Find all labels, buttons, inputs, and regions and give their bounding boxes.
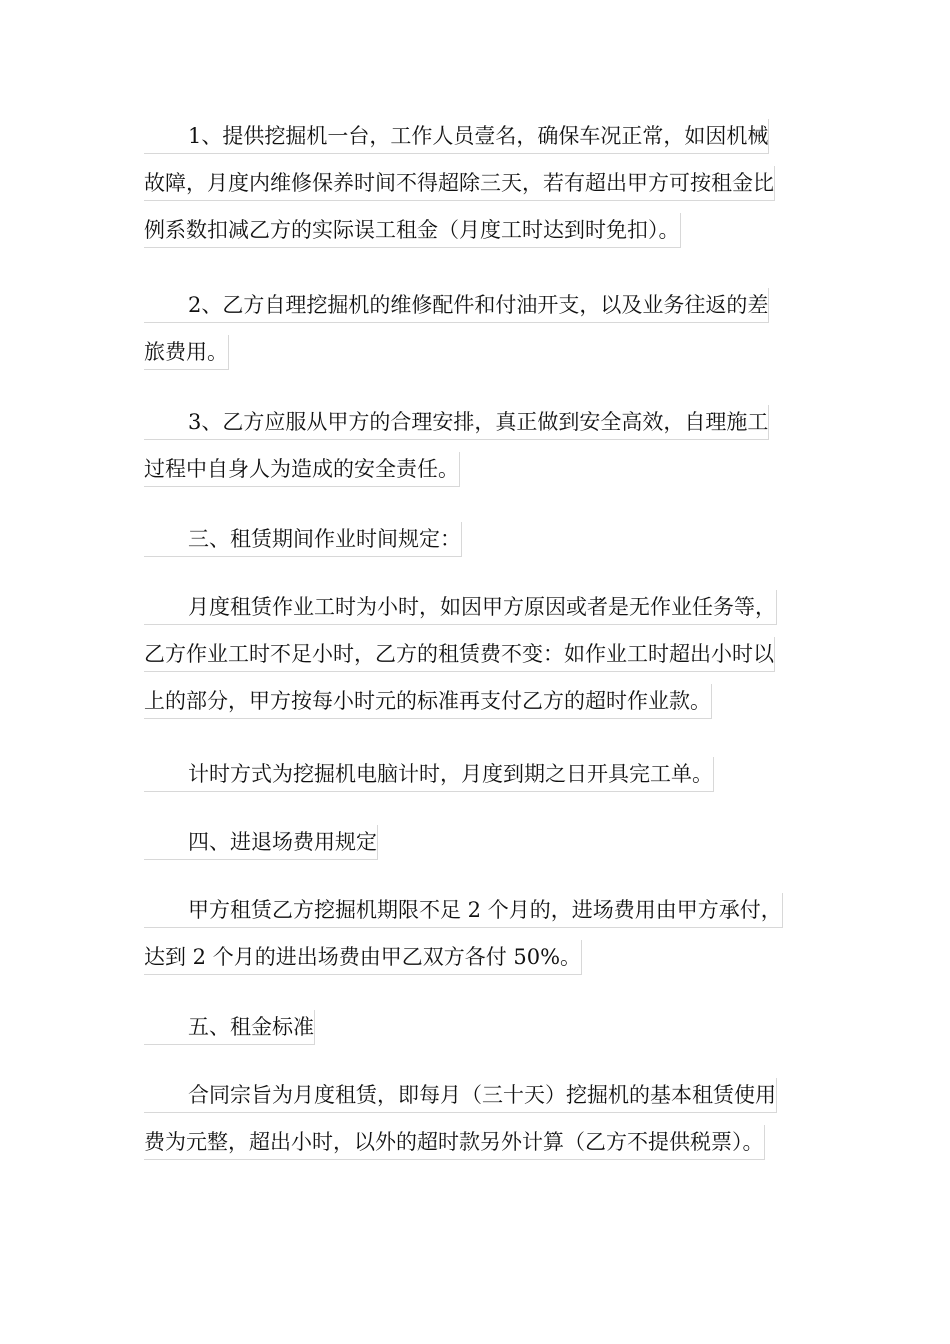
rental-standard-paragraph (144, 1072, 808, 1166)
section-heading-text: 五、租金标准 (144, 1010, 315, 1045)
paragraph-line: 甲方租赁乙方挖掘机期限不足 2 个月的，进场费用由甲方承付， (144, 893, 783, 928)
working-hours-paragraph (144, 584, 808, 725)
section-5-heading (144, 1004, 808, 1051)
timing-method-paragraph (144, 751, 808, 798)
paragraph-line: 2、乙方自理挖掘机的维修配件和付油开支，以及业务往返的差 (144, 288, 769, 323)
paragraph-line: 例系数扣减乙方的实际误工租金（月度工时达到时免扣）。 (144, 213, 681, 248)
paragraph-line: 故障，月度内维修保养时间不得超除三天，若有超出甲方可按租金比 (144, 166, 775, 201)
paragraph-line: 费为元整，超出小时，以外的超时款另外计算（乙方不提供税票）。 (144, 1125, 765, 1160)
paragraph-line: 乙方作业工时不足小时，乙方的租赁费不变：如作业工时超出小时以 (144, 637, 775, 672)
clause-3-paragraph (144, 399, 808, 493)
clause-2-paragraph (144, 282, 808, 376)
paragraph-line: 旅费用。 (144, 335, 229, 370)
section-3-heading (144, 516, 808, 563)
paragraph-line: 月度租赁作业工时为小时，如因甲方原因或者是无作业任务等， (144, 590, 777, 625)
clause-1-paragraph (144, 113, 808, 254)
paragraph-line: 计时方式为挖掘机电脑计时，月度到期之日开具完工单。 (144, 757, 714, 792)
paragraph-line: 合同宗旨为月度租赁，即每月（三十天）挖掘机的基本租赁使用 (144, 1078, 777, 1113)
entry-exit-fee-paragraph (144, 887, 808, 981)
paragraph-line: 达到 2 个月的进出场费由甲乙双方各付 50%。 (144, 940, 582, 975)
section-4-heading (144, 819, 808, 866)
section-heading-text: 三、租赁期间作业时间规定： (144, 522, 462, 557)
paragraph-line: 过程中自身人为造成的安全责任。 (144, 452, 460, 487)
paragraph-line: 3、乙方应服从甲方的合理安排，真正做到安全高效，自理施工 (144, 405, 769, 440)
section-heading-text: 四、进退场费用规定 (144, 825, 378, 860)
paragraph-line: 1、提供挖掘机一台，工作人员壹名，确保车况正常，如因机械 (144, 119, 769, 154)
paragraph-line: 上的部分，甲方按每小时元的标准再支付乙方的超时作业款。 (144, 684, 712, 719)
